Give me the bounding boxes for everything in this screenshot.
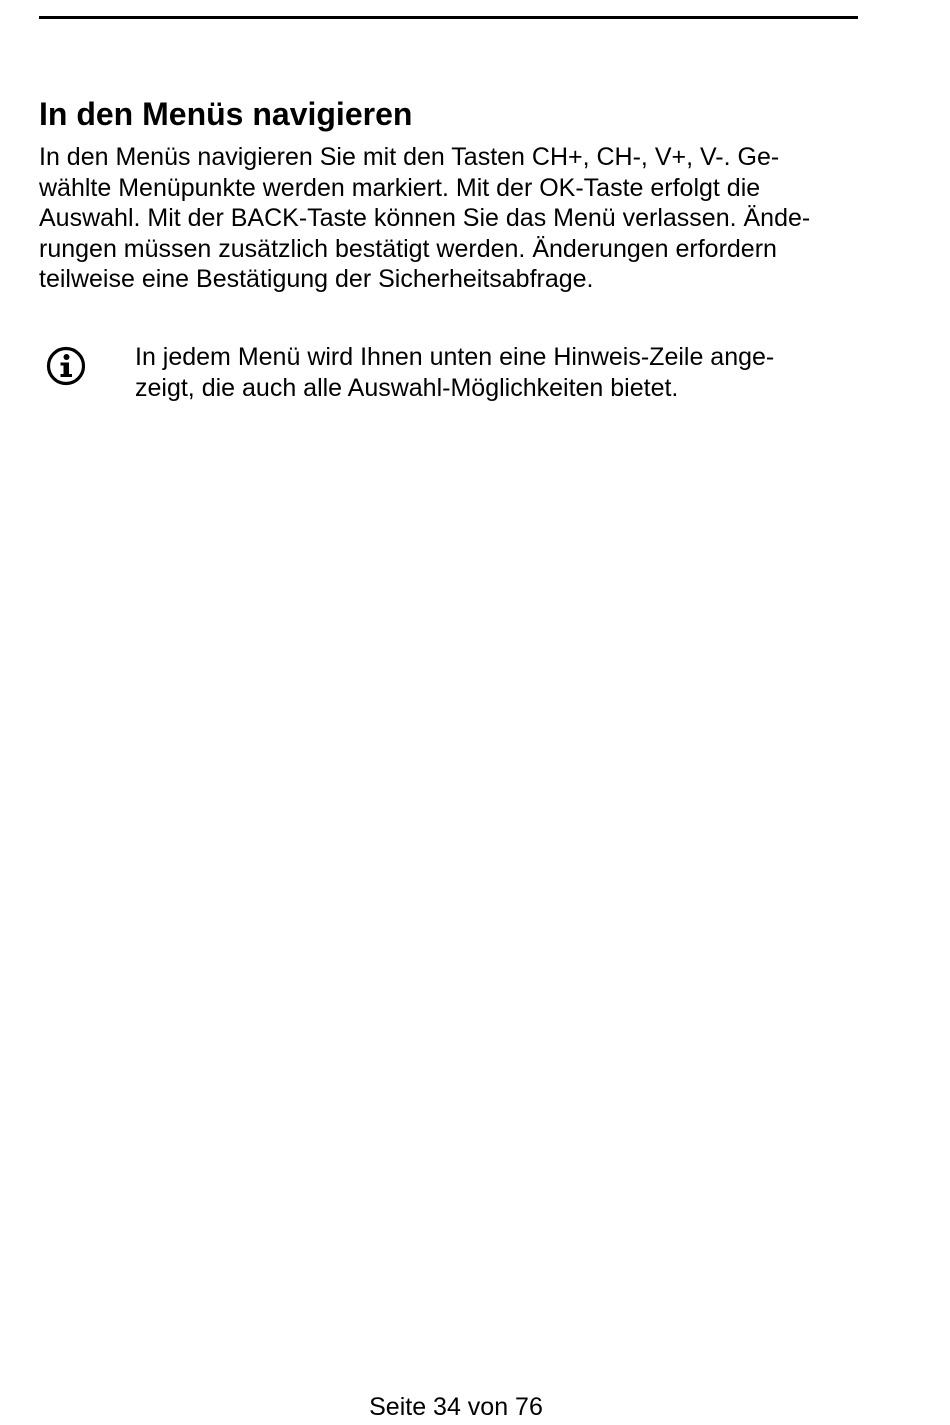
paragraph-line: rungen müssen zusätzlich bestätigt werden. Änderungen erfordern: [39, 234, 777, 263]
paragraph-line: wählte Menüpunkte werden markiert. Mit der OK-Taste erfolgt die: [39, 173, 761, 202]
info-note: [135, 342, 875, 403]
paragraph-line: Auswahl. Mit der BACK-Taste können Sie das Menü verlassen. Ände-: [39, 204, 811, 233]
section-paragraph: [39, 142, 879, 295]
info-icon: [46, 346, 86, 386]
header-rule: [39, 16, 858, 19]
section-heading: In den Menüs navigieren: [39, 96, 413, 132]
note-line: zeigt, die auch alle Auswahl-Möglichkeiten bietet.: [135, 373, 679, 402]
page-number: Seite 34 von 76: [369, 1393, 543, 1421]
note-line: In jedem Menü wird Ihnen unten eine Hinweis-Zeile ange-: [135, 343, 775, 371]
paragraph-line: teilweise eine Bestätigung der Sicherheitsabfrage.: [39, 265, 594, 294]
info-icon-graphic: [46, 346, 86, 386]
paragraph-line: In den Menüs navigieren Sie mit den Tasten CH+, CH-, V+, V-. Ge-: [39, 143, 780, 171]
